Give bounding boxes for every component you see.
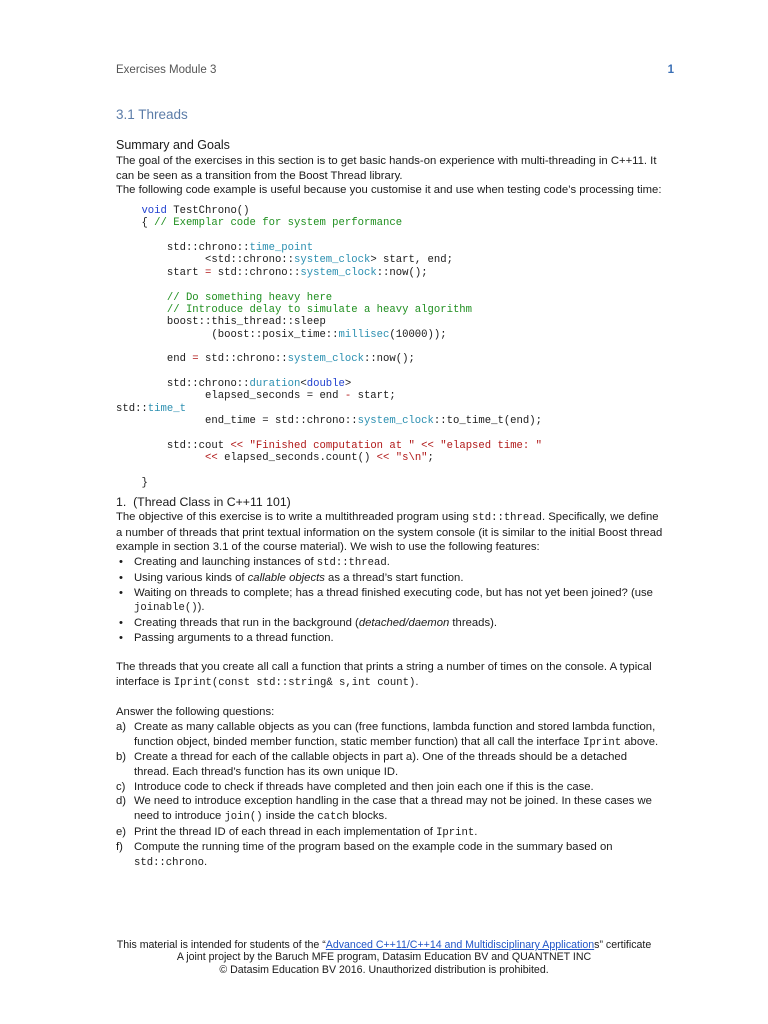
code-string: "elapsed time: " bbox=[433, 439, 542, 452]
intro-text: The objective of this exercise is to write a multithreaded program using bbox=[116, 511, 473, 524]
question-label: a) bbox=[116, 720, 127, 733]
exercise-heading: 1. (Thread Class in C++11 101) bbox=[116, 495, 291, 510]
certificate-link[interactable]: Advanced C++11/C++14 and Multidisciplinary Application bbox=[325, 939, 595, 951]
inline-code: join() bbox=[224, 811, 263, 824]
header-title: Exercises Module 3 bbox=[116, 64, 217, 76]
code-operator: << bbox=[414, 439, 434, 452]
list-text: Using various kinds of bbox=[134, 571, 248, 584]
code-comment: // Exemplar code for system performance bbox=[154, 217, 403, 230]
code-text: > start, end; bbox=[370, 254, 453, 267]
question-item bbox=[116, 794, 664, 824]
code-type: duration bbox=[249, 377, 301, 390]
intro-text: . Specifically, we define a number of threads that print textual information on the system console (it is similar to the initial Boost thread example in section 3.1 of the course material). We wish to use the following features: bbox=[116, 511, 663, 554]
footer-line-2: A joint project by the Baruch MFE program, Datasim Education BV and QUANTNET INC bbox=[176, 951, 592, 964]
question-label: c) bbox=[116, 780, 126, 793]
inline-code: std::thread bbox=[316, 557, 387, 570]
inline-code: Iprint(const std::string& s,int count) bbox=[173, 676, 416, 689]
code-text: ::to_time_t(end); bbox=[433, 414, 542, 427]
emphasis: callable objects bbox=[247, 571, 325, 584]
footer-text: This material is intended for students of the “ bbox=[116, 939, 326, 951]
code-text: TestChrono() bbox=[166, 205, 250, 218]
page-header bbox=[116, 64, 674, 80]
list-text: Creating threads that run in the background ( bbox=[134, 616, 359, 629]
question-text: . bbox=[203, 856, 208, 869]
question-list bbox=[116, 720, 664, 871]
code-comment: // Do something heavy here bbox=[141, 291, 333, 304]
para-text: . bbox=[415, 675, 419, 688]
feature-list bbox=[116, 555, 664, 645]
inline-code: std::chrono bbox=[134, 857, 204, 870]
code-text: end bbox=[141, 353, 193, 366]
question-item bbox=[116, 825, 664, 841]
code-type: time_t bbox=[147, 402, 186, 415]
code-keyword: double bbox=[306, 377, 345, 390]
question-text: Introduce code to check if threads have completed and then join each one if this is the case. bbox=[134, 780, 594, 793]
list-item bbox=[116, 555, 664, 571]
code-text: std::chrono:: bbox=[141, 242, 250, 255]
code-type: millisec bbox=[338, 328, 390, 341]
code-type: system_clock bbox=[357, 414, 434, 427]
code-operator: << bbox=[230, 439, 244, 452]
document-body bbox=[116, 137, 664, 871]
list-item: • Passing arguments to a thread function. bbox=[116, 631, 664, 646]
code-operator: = bbox=[192, 353, 199, 366]
footer-line-1 bbox=[100, 939, 668, 951]
list-text: as a thread’s start function. bbox=[324, 571, 464, 584]
summary-heading: Summary and Goals bbox=[116, 138, 230, 152]
code-text: std::chrono:: bbox=[198, 353, 288, 366]
code-keyword: void bbox=[141, 205, 167, 218]
question-text: Print the thread ID of each thread in each implementation of bbox=[134, 825, 437, 838]
code-string: "s\n" bbox=[389, 451, 428, 464]
inline-code: std::thread bbox=[472, 512, 542, 525]
threads-paragraph bbox=[116, 660, 664, 690]
question-label: b) bbox=[116, 751, 127, 764]
summary-paragraph-2: The following code example is useful because you customise it and use when testing code’s processing time: bbox=[116, 184, 662, 197]
page-footer bbox=[100, 939, 668, 976]
code-text: std::chrono:: bbox=[211, 266, 301, 279]
question-item bbox=[116, 840, 664, 870]
code-block bbox=[116, 205, 664, 489]
code-type: system_clock bbox=[294, 254, 371, 267]
code-text: ::now(); bbox=[376, 266, 428, 279]
para-text: The threads that you create all call a function that prints a string a number of times on the console. A typical interface is bbox=[116, 661, 652, 688]
code-text: > bbox=[344, 377, 352, 390]
section-title: 3.1 Threads bbox=[116, 107, 188, 122]
code-string: "Finished computation at " bbox=[243, 439, 415, 452]
question-text: Compute the running time of the program based on the example code in the summary based on bbox=[134, 841, 613, 854]
question-text: blocks. bbox=[349, 810, 388, 823]
code-text bbox=[141, 452, 205, 464]
code-text: std::chrono:: bbox=[141, 377, 250, 390]
exercise-intro bbox=[116, 510, 664, 555]
code-operator: << bbox=[376, 451, 390, 464]
question-item bbox=[116, 750, 664, 779]
question-label: d) bbox=[116, 795, 127, 808]
question-label: e) bbox=[116, 825, 127, 838]
question-text: We need to introduce exception handling in the case that a thread may not be joined. In these cases we need to introduce bbox=[134, 795, 652, 823]
code-text: elapsed_seconds = end bbox=[141, 390, 345, 403]
list-text: . bbox=[386, 556, 390, 569]
question-label: f) bbox=[116, 841, 123, 854]
code-text: std::cout bbox=[141, 439, 231, 452]
code-operator: = bbox=[205, 266, 212, 279]
footer-line-3: © Datasim Education BV 2016. Unauthorized distribution is prohibited. bbox=[219, 963, 549, 976]
list-item bbox=[116, 571, 664, 586]
list-item bbox=[116, 616, 664, 631]
code-text: (10000)); bbox=[389, 328, 447, 341]
footer-text: s” certificate bbox=[594, 939, 652, 951]
inline-code: joinable() bbox=[134, 602, 198, 615]
emphasis: detached/daemon bbox=[358, 616, 450, 629]
question-text: inside the bbox=[262, 810, 318, 823]
code-text: ; bbox=[427, 451, 434, 464]
code-text: < bbox=[300, 377, 307, 390]
question-text: Create a thread for each of the callable objects in part a). One of the threads should be a detached thread. Each thread’s function has its own unique ID. bbox=[134, 751, 627, 778]
code-text: ::now(); bbox=[363, 353, 415, 366]
list-text: ). bbox=[197, 601, 205, 614]
spacer bbox=[116, 645, 664, 660]
code-text: } bbox=[141, 476, 148, 489]
code-text: { bbox=[141, 217, 155, 230]
question-text: Create as many callable objects as you can (free functions, lambda function and stored lambda function, function object, binded member function, static member function) that all call the interface bbox=[134, 720, 656, 748]
code-text: start; bbox=[351, 390, 396, 403]
code-text: elapsed_seconds.count() bbox=[217, 451, 377, 464]
page-number: 1 bbox=[667, 64, 674, 76]
code-text: end_time = std::chrono:: bbox=[141, 414, 358, 427]
question-item bbox=[116, 780, 664, 795]
list-item bbox=[116, 586, 664, 616]
question-text: above. bbox=[621, 735, 659, 748]
spacer bbox=[116, 690, 664, 705]
code-comment: // Introduce delay to simulate a heavy algorithm bbox=[141, 303, 473, 316]
code-type: system_clock bbox=[300, 266, 377, 279]
list-text: Waiting on threads to complete; has a thread finished executing code, but has not yet been joined? (use bbox=[134, 586, 653, 599]
question-item bbox=[116, 720, 664, 750]
list-text: threads). bbox=[449, 616, 498, 629]
code-text: std:: bbox=[116, 402, 148, 415]
code-text: <std::chrono:: bbox=[141, 254, 295, 267]
inline-code: catch bbox=[317, 811, 350, 824]
summary-paragraph: The goal of the exercises in this section is to get basic hands-on experience with multi-threading in C++11. It can be seen as a transition from the Boost Thread library. bbox=[116, 155, 657, 182]
list-text: Creating and launching instances of bbox=[134, 556, 317, 569]
code-operator: - bbox=[344, 390, 352, 403]
inline-code: Iprint bbox=[436, 826, 475, 839]
question-text: . bbox=[474, 825, 478, 838]
code-operator: << bbox=[205, 451, 218, 464]
code-type: system_clock bbox=[287, 353, 364, 366]
code-text: boost::this_thread::sleep bbox=[141, 316, 326, 329]
code-text: start bbox=[141, 266, 206, 279]
code-type: time_point bbox=[249, 242, 314, 255]
answer-prompt: Answer the following questions: bbox=[116, 706, 275, 719]
inline-code: Iprint bbox=[582, 736, 622, 749]
code-text: (boost::posix_time:: bbox=[141, 328, 339, 341]
